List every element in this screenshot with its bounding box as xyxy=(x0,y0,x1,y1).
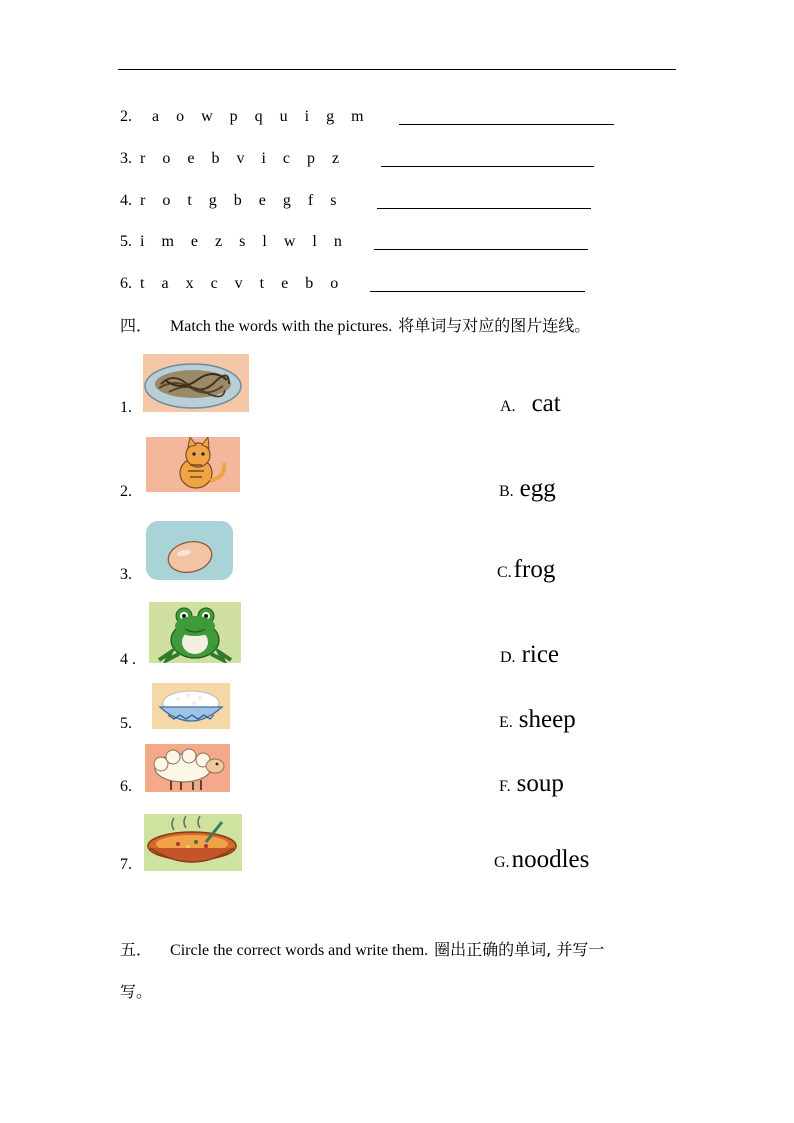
option-letter: G. xyxy=(494,854,510,871)
scramble-row xyxy=(120,272,352,296)
picture-number: 2. xyxy=(120,483,132,500)
scramble-row xyxy=(120,189,350,213)
header-rule xyxy=(118,69,676,70)
picture-number: 3. xyxy=(120,566,132,583)
rice-bowl-icon[interactable] xyxy=(152,683,230,729)
option-f xyxy=(499,770,564,798)
scramble-row xyxy=(120,230,356,254)
section-instruction-en: Match the words with the pictures. xyxy=(170,318,393,335)
section-instruction-zh-cont: 写。 xyxy=(120,982,153,1001)
section-number: 四． xyxy=(120,318,153,335)
option-letter: C. xyxy=(497,564,512,581)
noodles-plate-icon[interactable] xyxy=(143,354,249,412)
frog-icon[interactable] xyxy=(149,602,241,663)
item-number: 3. xyxy=(120,150,132,167)
section-five-title xyxy=(120,938,604,963)
option-word: frog xyxy=(513,556,556,583)
option-word: sheep xyxy=(518,706,576,733)
option-a xyxy=(500,390,561,418)
picture-number: 4 . xyxy=(120,651,136,668)
section-four-title xyxy=(120,314,590,339)
option-letter: D. xyxy=(500,649,516,666)
scrambled-letters: r o t g b e g f s xyxy=(140,192,337,209)
scrambled-letters: i m e z s l w l n xyxy=(140,233,342,250)
option-letter: F. xyxy=(499,778,511,795)
sheep-icon[interactable] xyxy=(145,744,230,792)
answer-blank[interactable] xyxy=(370,291,585,292)
section-instruction-zh: 圈出正确的单词, 并写一 xyxy=(434,940,605,959)
section-instruction-en: Circle the correct words and write them. xyxy=(170,942,429,959)
option-letter: B. xyxy=(499,483,514,500)
picture-number: 7. xyxy=(120,856,132,873)
option-e xyxy=(499,706,576,734)
answer-blank[interactable] xyxy=(374,249,588,250)
option-word: cat xyxy=(531,390,561,417)
option-word: rice xyxy=(521,641,560,668)
section-instruction-zh: 将单词与对应的图片连线。 xyxy=(398,316,591,335)
option-b xyxy=(499,475,556,503)
option-letter: E. xyxy=(499,714,513,731)
egg-icon[interactable] xyxy=(146,521,233,580)
option-c xyxy=(497,556,555,584)
option-letter: A. xyxy=(500,398,516,415)
option-d xyxy=(500,641,559,669)
picture-number: 1. xyxy=(120,399,132,416)
scrambled-letters: r o e b v i c p z xyxy=(140,150,340,167)
picture-number: 5. xyxy=(120,715,132,732)
scramble-row xyxy=(120,147,353,171)
section-five-title-cont xyxy=(120,980,152,1005)
option-word: egg xyxy=(519,475,556,502)
cat-icon[interactable] xyxy=(146,437,240,492)
answer-blank[interactable] xyxy=(377,208,591,209)
answer-blank[interactable] xyxy=(381,166,594,167)
answer-blank[interactable] xyxy=(399,124,614,125)
scrambled-letters: a o w p q u i g m xyxy=(152,108,364,125)
item-number: 6. xyxy=(120,275,132,292)
item-number: 5. xyxy=(120,233,132,250)
item-number: 4. xyxy=(120,192,132,209)
scrambled-letters: t a x c v t e b o xyxy=(140,275,339,292)
soup-bowl-icon[interactable] xyxy=(144,814,242,871)
option-word: noodles xyxy=(511,846,590,873)
picture-number: 6. xyxy=(120,778,132,795)
scramble-row xyxy=(120,105,378,129)
option-word: soup xyxy=(516,770,564,797)
section-number: 五． xyxy=(120,942,153,959)
option-g xyxy=(494,846,589,874)
item-number: 2. xyxy=(120,108,132,125)
